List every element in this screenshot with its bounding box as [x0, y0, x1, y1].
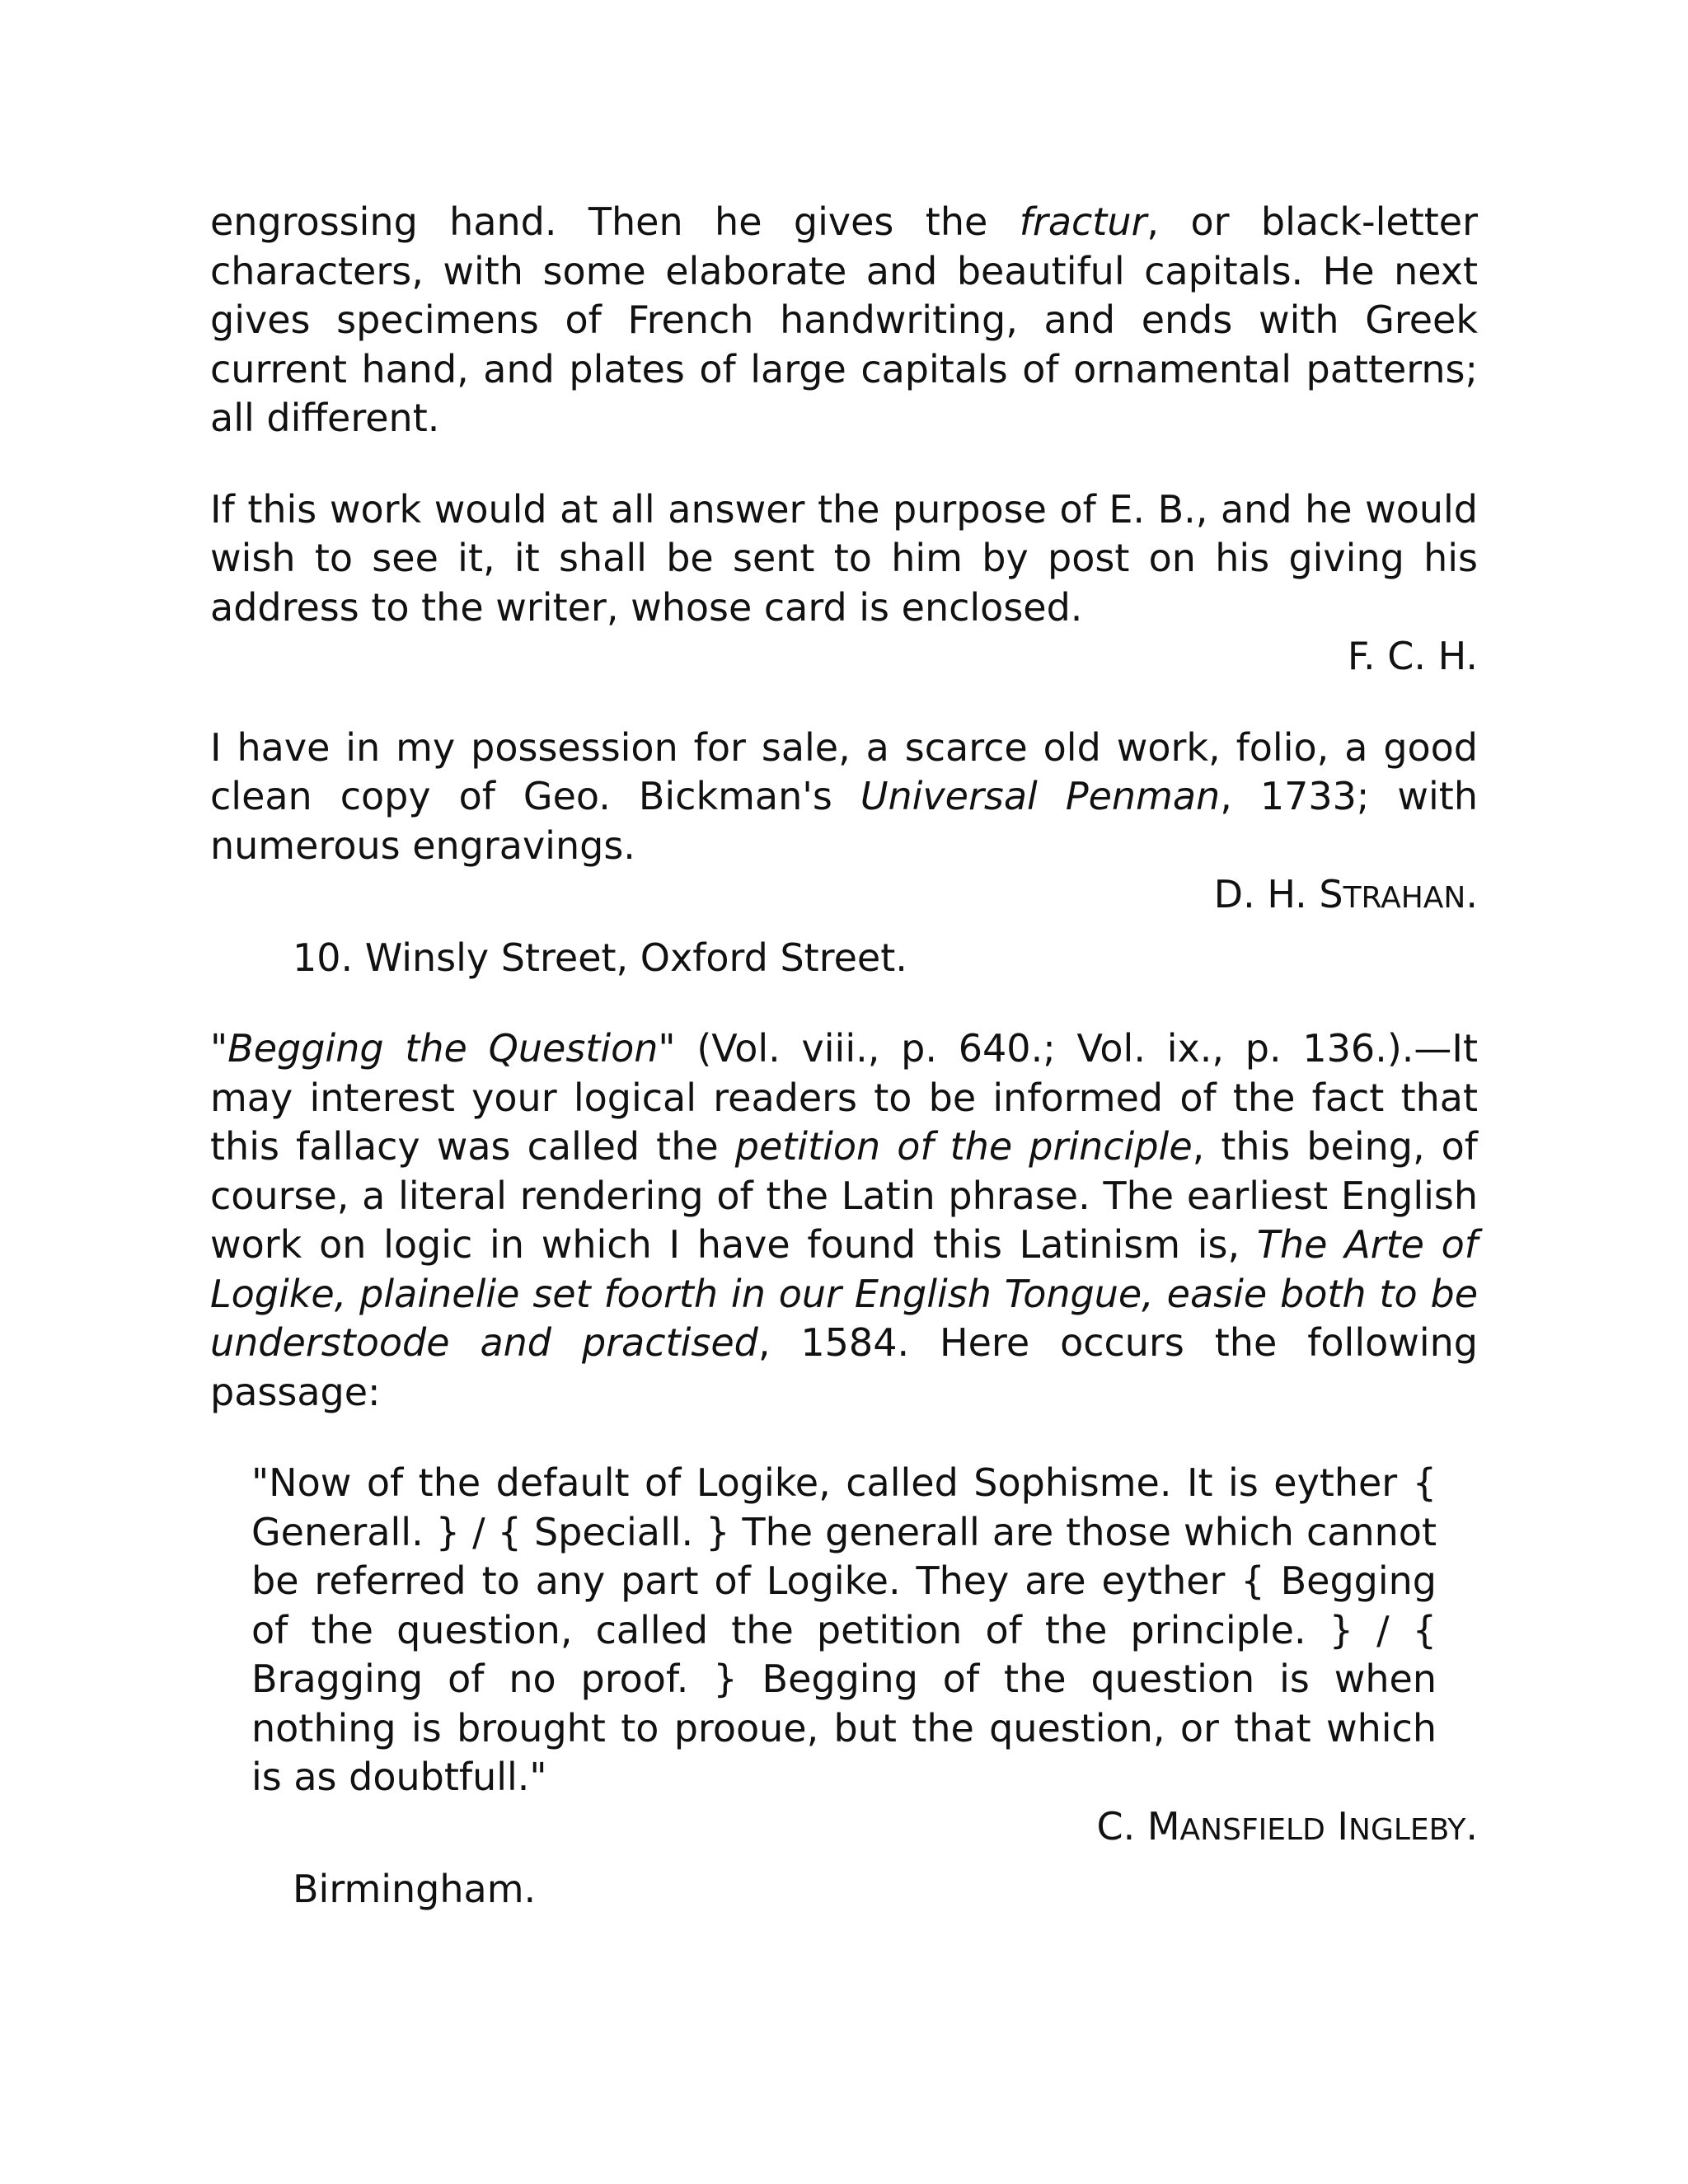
paragraph-text: engrossing hand. Then he gives the [210, 199, 1020, 244]
paragraph-specimens [210, 198, 1478, 443]
document-page [210, 198, 1478, 1915]
signature-strahan [210, 870, 1478, 923]
signature-ingleby [210, 1802, 1478, 1855]
paragraph-begging-question [210, 1024, 1478, 1417]
place-line: Birmingham. [293, 1867, 537, 1911]
address-line: 10. Winsly Street, Oxford Street. [293, 935, 907, 980]
italic-term: petition of the principle [734, 1124, 1193, 1169]
italic-title: Universal Penman [860, 774, 1221, 818]
italic-title: The Arte of Logike, plainelie set foorth in our English Tongue, easie both to be understoode and practised [210, 1222, 1478, 1365]
paragraph-text: , 1733; with numerous engravings. [210, 774, 1478, 868]
signature-smallcaps: TRAHAN [1343, 881, 1466, 915]
signature-text: D. H. S [1213, 872, 1343, 916]
italic-title: Begging the Question [227, 1026, 659, 1071]
paragraph-text: , 1584. Here occurs the following passage: [210, 1320, 1479, 1414]
signature-text: I [1325, 1803, 1349, 1849]
block-quote: "Now of the default of Logike, called Sophisme. It is eyther { Generall. } / { Speciall. } The generall are those which cannot be referred to any part of Logike. They are eyther { Begging of the question, called the petition of the principle. } / { Bragging of no proof. } Begging of the question is when nothing is brought to prooue, but the question, or that which is as doubtfull." [251, 1460, 1437, 1799]
signature-smallcaps: NGLEBY [1348, 1812, 1466, 1847]
signature-text: . [1465, 872, 1478, 916]
signature-text: . [1465, 1803, 1478, 1849]
paragraph-text: " (Vol. viii., p. 640.; Vol. ix., p. 136.).—It may interest your logical readers to be informed of the fact that this fallacy was called the [210, 1026, 1478, 1169]
signature-smallcaps: ANSFIELD [1179, 1812, 1325, 1847]
italic-term: fractur [1019, 199, 1147, 244]
signature-fch: F. C. H. [1347, 634, 1478, 678]
signature-text: C. M [1096, 1803, 1180, 1849]
paragraph-text: , this being, of course, a literal rendering of the Latin phrase. The earliest English work on logic in which I have found this Latinism is, [210, 1124, 1478, 1267]
paragraph-text: I have in my possession for sale, a scarce old work, folio, a good clean copy of Geo. Bickman's [210, 724, 1478, 818]
paragraph-sale [210, 724, 1478, 871]
paragraph-text: " [210, 1026, 228, 1071]
paragraph-text: , or black-letter characters, with some elaborate and beautiful capitals. He next gives specimens of French handwriting, and ends with Greek current hand, and plates of large capitals of ornamental patterns; all different. [210, 199, 1478, 440]
paragraph-offer: If this work would at all answer the purpose of E. B., and he would wish to see it, it shall be sent to him by post on his giving his address to the writer, whose card is enclosed. [210, 486, 1478, 630]
